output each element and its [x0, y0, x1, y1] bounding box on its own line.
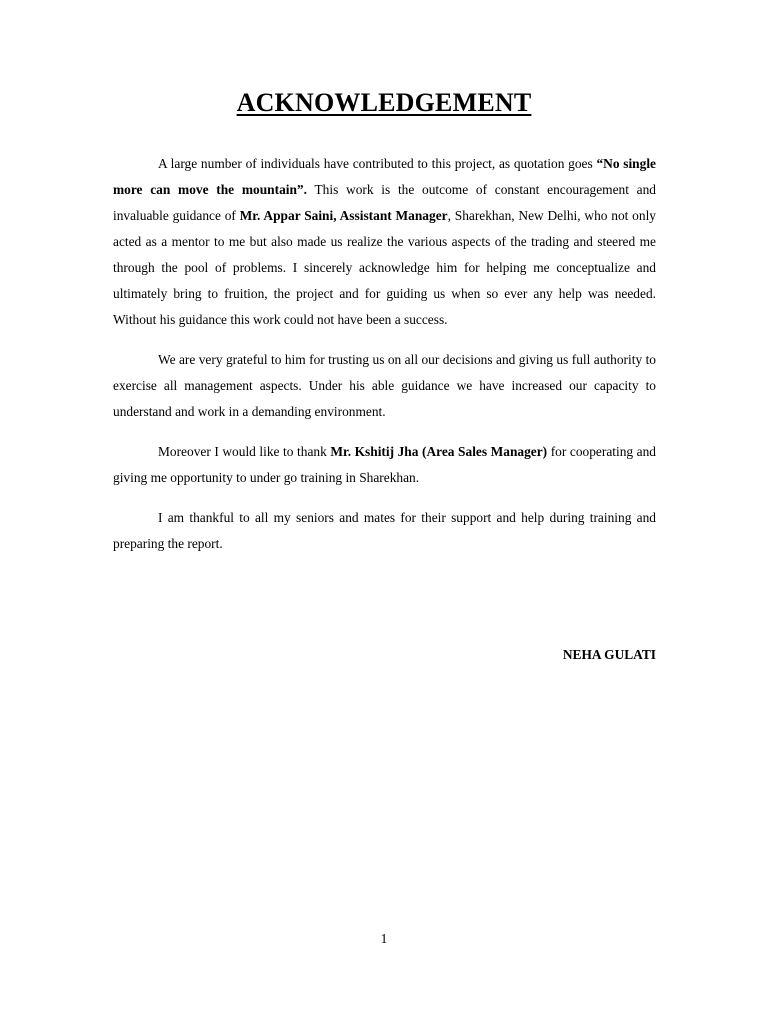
bold-text-segment: Mr. Kshitij Jha (Area Sales Manager) — [330, 444, 548, 459]
paragraph-3 — [113, 439, 656, 491]
text-segment: We are very grateful to him for trusting us on all our decisions and giving us full authority to exercise all management aspects. Under his able guidance we have increased our capacity to understand and work in a demanding environment. — [113, 352, 656, 419]
text-segment: for cooperating and giving me opportunity to under go training in Sharekhan. — [113, 444, 656, 485]
paragraph-1 — [113, 151, 656, 333]
bold-text-segment: “No single more can move the mountain”. — [113, 156, 656, 197]
text-segment: I am thankful to all my seniors and mates for their support and help during training and preparing the report. — [113, 510, 656, 551]
text-segment: , Sharekhan, New Delhi, who not only acted as a mentor to me but also made us realize the various aspects of the trading and steered me through the pool of problems. I sincerely acknowledge him for helping me conceptualize and ultimately bring to fruition, the project and for guiding us when so ever any help was needed. Without his guidance this work could not have been a success. — [113, 208, 656, 327]
page-number: 1 — [380, 931, 388, 946]
paragraph-4 — [113, 505, 656, 557]
page-title: ACKNOWLEDGEMENT — [236, 88, 532, 117]
text-segment: Moreover I would like to thank — [158, 444, 331, 459]
paragraph-2 — [113, 347, 656, 425]
bold-text-segment: Mr. Appar Saini, Assistant Manager — [239, 208, 448, 223]
document-body — [113, 151, 656, 571]
text-segment: This work is the outcome of constant encouragement and invaluable guidance of — [113, 182, 657, 223]
signature: NEHA GULATI — [562, 647, 656, 662]
text-segment: A large number of individuals have contributed to this project, as quotation goes — [158, 156, 597, 171]
